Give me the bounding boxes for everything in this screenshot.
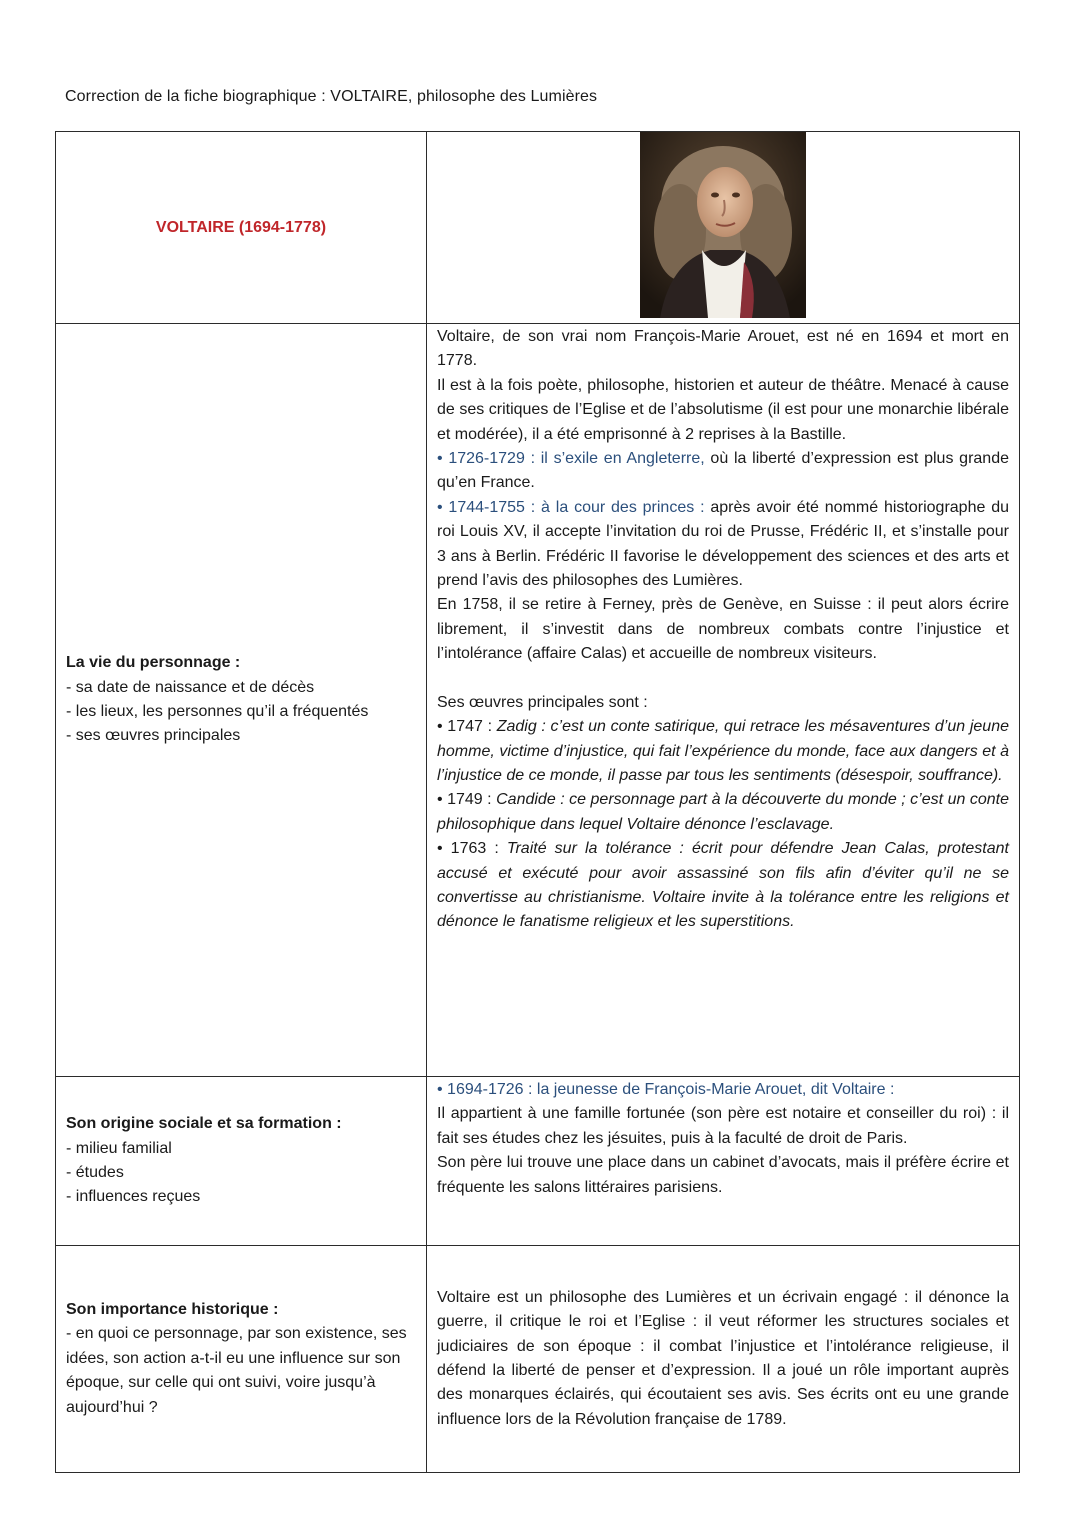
- vie-period-2: [437, 496, 1009, 594]
- importance-text: Voltaire est un philosophe des Lumières et un écrivain engagé : il dénonce la guerre, il critique le roi et l’Eglise : il veut réformer les structures sociales et judiciaires de son époque : il combat l’injustice et l’intolérance religieuse, il défend la liberté de penser et d’expression. Il a joué un rôle important auprès des monarques éclairés, qui écoutaient ses avis. Ses écrits ont eu une grande influence lors de la Révolution française de 1789.: [437, 1288, 1009, 1428]
- period-1-text: où la liberté d’expression est plus grande qu’en France.: [437, 450, 1009, 492]
- oeuvre-3-year: • 1763 :: [437, 840, 507, 858]
- vie-label-cell: [56, 324, 427, 1077]
- oeuvre-3: [437, 837, 1009, 935]
- importance-content-cell: [427, 1246, 1020, 1473]
- oeuvre-2: [437, 788, 1009, 837]
- vie-item: - sa date de naissance et de décès: [66, 678, 315, 696]
- vie-period-3: En 1758, il se retire à Ferney, près de Genève, en Suisse : il peut alors écrire librement, il s’investit dans de nombreux combats contre l’injustice et l’intolérance (affaire Calas) et accueille de nombreux visiteurs.: [437, 596, 1009, 663]
- oeuvre-2-text: Candide : ce personnage part à la découverte du monde ; c’est un conte philosophique dans lequel Voltaire dénonce l’esclavage.: [437, 791, 1009, 833]
- oeuvre-1-year: • 1747 :: [437, 718, 497, 736]
- portrait-icon: [640, 132, 806, 318]
- origine-row: [56, 1077, 1020, 1246]
- origine-heading: • 1694-1726 : la jeunesse de François-Marie Arouet, dit Voltaire :: [437, 1081, 895, 1098]
- vie-row: [56, 324, 1020, 1077]
- vie-content-cell: [427, 324, 1020, 1077]
- person-name: VOLTAIRE (1694-1778): [155, 218, 327, 236]
- portrait-cell: [427, 132, 1020, 324]
- origine-content-cell: [427, 1077, 1020, 1246]
- period-1-heading: • 1726-1729 : il s’exile en Angleterre,: [437, 450, 705, 468]
- oeuvre-1: [437, 715, 1009, 788]
- vie-label: La vie du personnage :: [66, 654, 241, 672]
- vie-item: - ses œuvres principales: [66, 727, 241, 745]
- page-title: Correction de la fiche biographique : VOLTAIRE, philosophe des Lumières: [65, 88, 598, 105]
- origine-item: - milieu familial: [66, 1139, 172, 1157]
- period-2-heading: • 1744-1755 : à la cour des princes :: [437, 498, 705, 516]
- oeuvres-title: Ses œuvres principales sont :: [437, 693, 648, 711]
- origine-label-cell: [56, 1077, 427, 1246]
- vie-item: - les lieux, les personnes qu’il a fréquentés: [66, 703, 369, 720]
- origine-label: Son origine sociale et sa formation :: [66, 1115, 342, 1133]
- importance-label-cell: [56, 1246, 427, 1473]
- origine-text-2: Son père lui trouve une place dans un cabinet d’avocats, mais il préfère écrire et fréquente les salons littéraires parisiens.: [437, 1154, 1009, 1196]
- importance-question: - en quoi ce personnage, par son existence, ses idées, son action a-t-il eu une influence sur son époque, sur celle qui ont suivi, voire jusqu’à aujourd’hui ?: [66, 1325, 407, 1416]
- vie-period-1: [437, 447, 1009, 496]
- origine-item: - influences reçues: [66, 1188, 201, 1206]
- oeuvre-2-year: • 1749 :: [437, 791, 497, 809]
- oeuvre-1-text: Zadig : c’est un conte satirique, qui retrace les mésaventures d’un jeune homme, victime d’injustice, qui fait l’expérience du monde, face aux dangers et à l’injustice de ce monde, il passe par tous les sentiments (désespoir, souffrance).: [437, 718, 1009, 784]
- biography-table: [55, 131, 1020, 1473]
- origine-text-1: Il appartient à une famille fortunée (son père est notaire et conseiller du roi) : il fait ses études chez les jésuites, puis à la faculté de droit de Paris.: [437, 1105, 1009, 1147]
- oeuvre-3-text: Traité sur la tolérance : écrit pour défendre Jean Calas, protestant accusé et exécuté pour avoir assassiné son fils afin d’éviter qu’il ne se convertisse au christianisme. Voltaire invite à la tolérance entre les religions et dénonce le fanatisme religieux et les superstitions.: [437, 840, 1009, 931]
- origine-item: - études: [66, 1164, 124, 1181]
- vie-intro-1: Voltaire, de son vrai nom François-Marie Arouet, est né en 1694 et mort en 1778.: [437, 328, 1009, 370]
- header-row: [56, 132, 1020, 324]
- name-cell: [56, 132, 427, 324]
- importance-row: [56, 1246, 1020, 1473]
- vie-intro-2: Il est à la fois poète, philosophe, historien et auteur de théâtre. Menacé à cause de ses critiques de l’Eglise et de l’absolutisme (il est pour une monarchie libérale et modérée), il a été emprisonné à 2 reprises à la Bastille.: [437, 376, 1009, 443]
- importance-label: Son importance historique :: [66, 1300, 279, 1318]
- period-2-text: après avoir été nommé historiographe du roi Louis XV, il accepte l’invitation du roi de Prusse, Frédéric II, et s’installe pour 3 ans à Berlin. Frédéric II favorise le développement des sciences et des arts et prend l’avis des philosophes des Lumières.: [437, 498, 1009, 590]
- voltaire-portrait-icon: [640, 132, 806, 318]
